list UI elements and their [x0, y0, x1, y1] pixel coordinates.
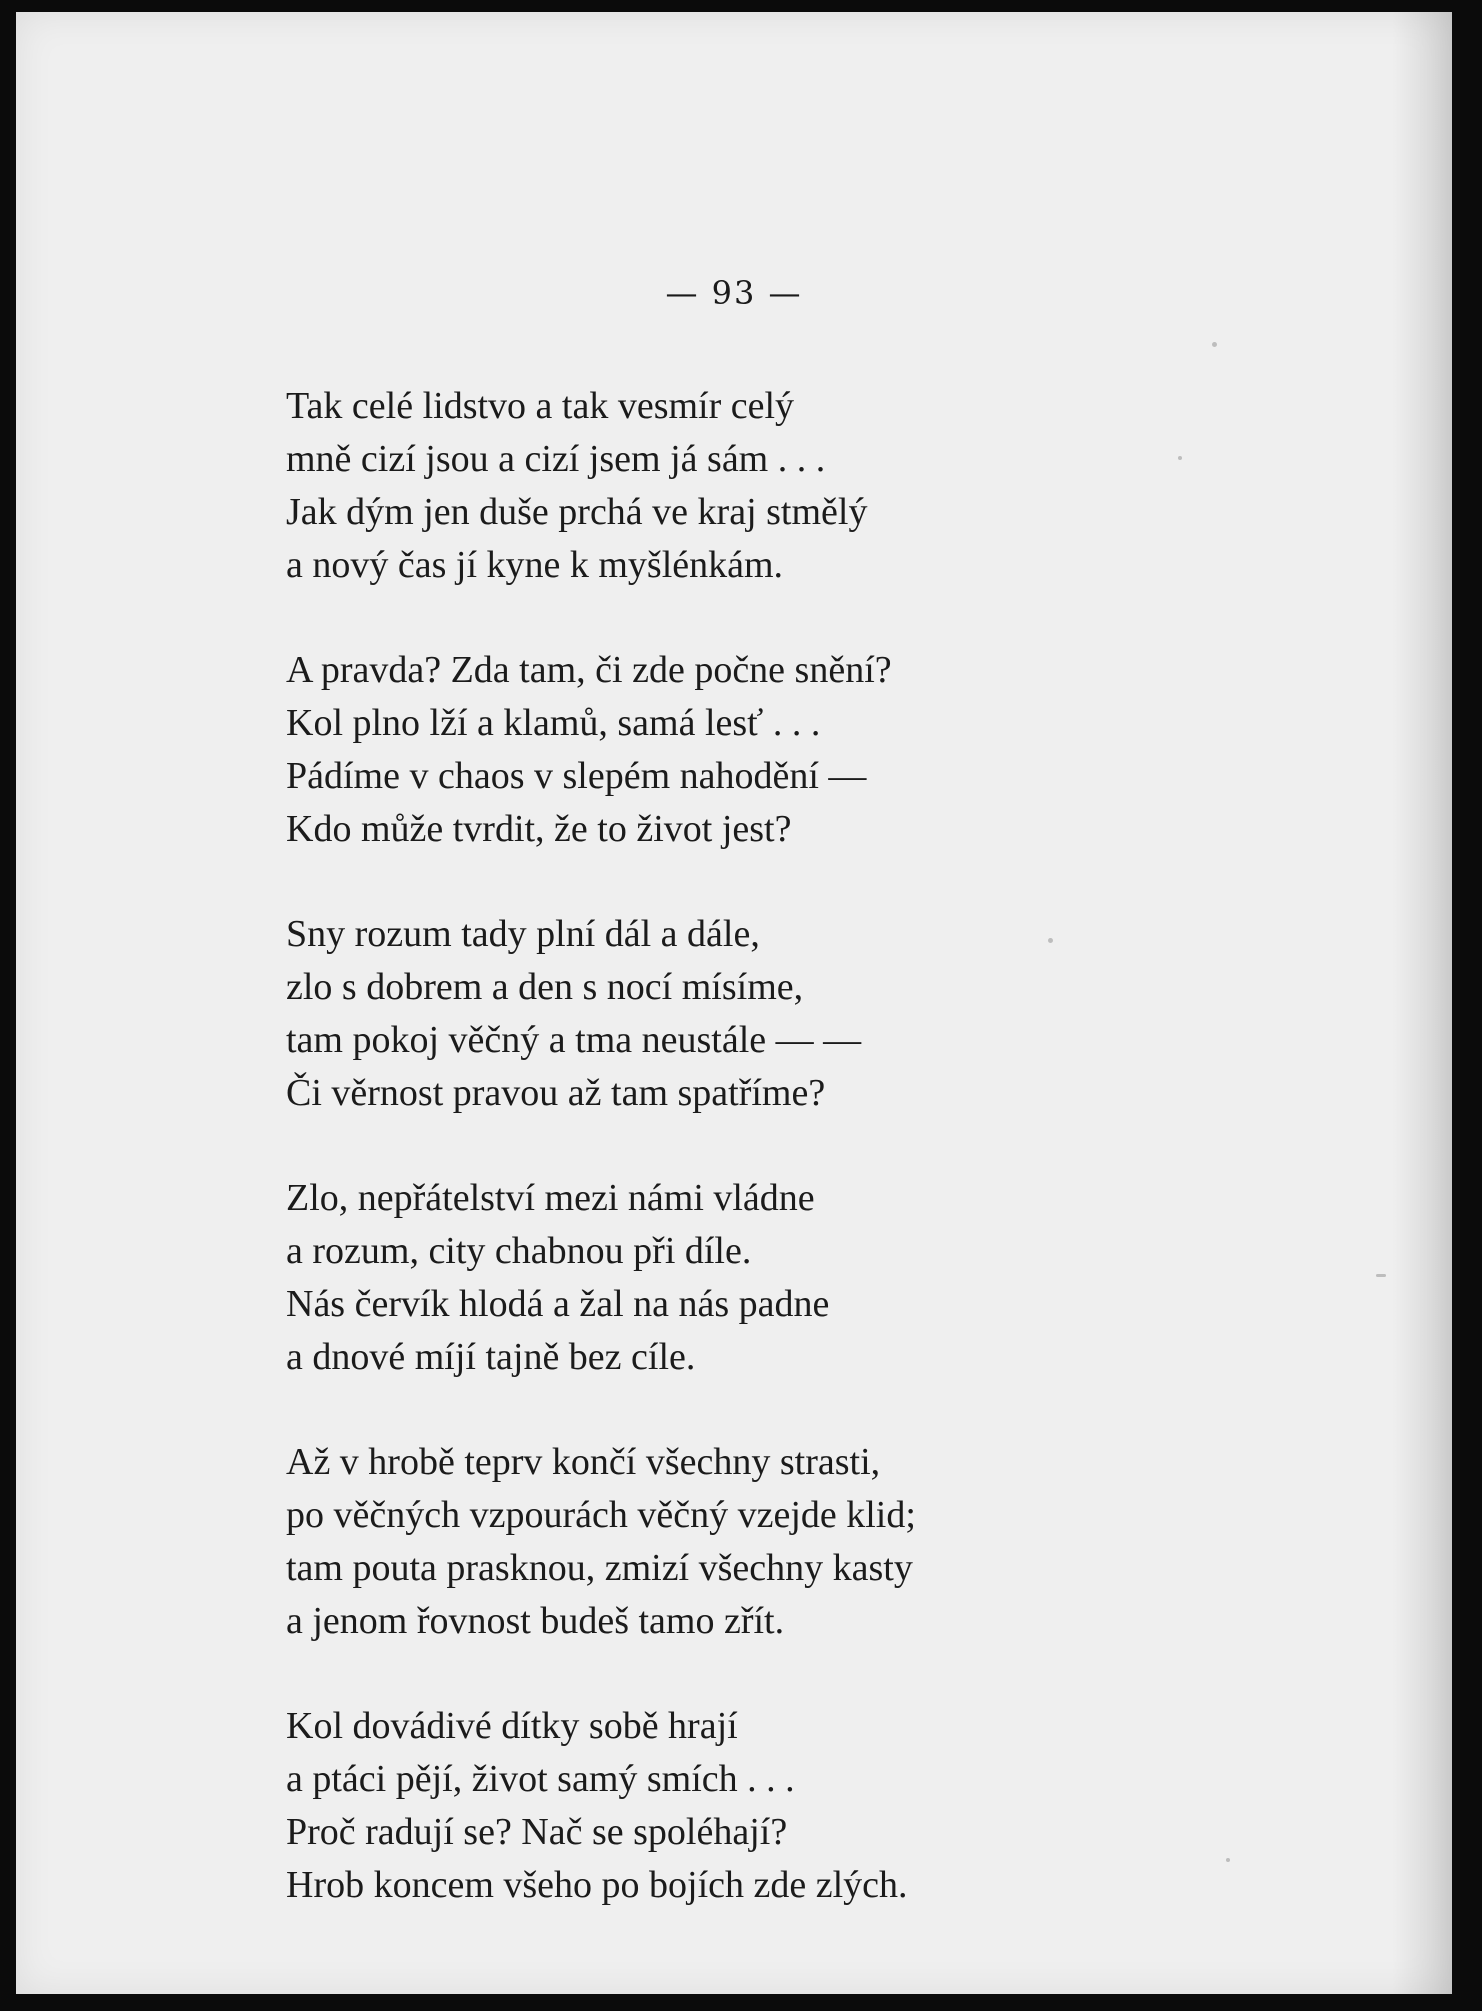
poem-line: a nový čas jí kyne k myšlénkám. — [286, 544, 784, 586]
poem-line: Kol plno lží a klamů, samá lesť . . . — [286, 702, 821, 744]
paper-speck — [1376, 1274, 1386, 1277]
poem — [286, 380, 1166, 1964]
poem-line: Zlo, nepřátelství mezi námi vládne — [286, 1177, 815, 1219]
stanza-5 — [286, 1436, 1166, 1648]
stanza-2 — [286, 644, 1166, 856]
book-page — [16, 12, 1452, 1994]
stanza-6 — [286, 1700, 1166, 1912]
poem-line: Nás červík hlodá a žal na nás padne — [286, 1283, 830, 1325]
poem-line: Sny rozum tady plní dál a dále, — [286, 913, 760, 955]
poem-line: a jenom řovnost budeš tamo zřít. — [286, 1600, 785, 1642]
poem-line: a dnové míjí tajně bez cíle. — [286, 1336, 696, 1378]
poem-line: Pádíme v chaos v slepém nahodění — — [286, 755, 867, 797]
stanza-1 — [286, 380, 1166, 592]
paper-speck — [1212, 342, 1217, 347]
poem-line: Či věrnost pravou až tam spatříme? — [286, 1072, 826, 1114]
poem-line: Kol dovádivé dítky sobě hrají — [286, 1705, 738, 1747]
poem-line: A pravda? Zda tam, či zde počne snění? — [286, 649, 892, 691]
poem-line: Kdo může tvrdit, že to život jest? — [286, 808, 792, 850]
poem-line: zlo s dobrem a den s nocí mísíme, — [286, 966, 804, 1008]
paper-speck — [1048, 938, 1053, 943]
poem-line: po věčných vzpourách věčný vzejde klid; — [286, 1494, 916, 1536]
poem-line: Jak dým jen duše prchá ve kraj stmělý — [286, 491, 868, 533]
poem-line: Tak celé lidstvo a tak vesmír celý — [286, 385, 795, 427]
poem-line: a ptáci pějí, život samý smích . . . — [286, 1758, 795, 1800]
stanza-4 — [286, 1172, 1166, 1384]
poem-line: a rozum, city chabnou při díle. — [286, 1230, 752, 1272]
stanza-3 — [286, 908, 1166, 1120]
poem-line: tam pouta prasknou, zmizí všechny kasty — [286, 1547, 913, 1589]
poem-line: Hrob koncem všeho po bojích zde zlých. — [286, 1864, 908, 1906]
poem-line: Proč radují se? Nač se spoléhají? — [286, 1811, 788, 1853]
paper-speck — [1226, 1858, 1230, 1862]
page-number: — 93 — — [665, 274, 803, 312]
poem-line: Až v hrobě teprv končí všechny strasti, — [286, 1441, 881, 1483]
poem-line: mně cizí jsou a cizí jsem já sám . . . — [286, 438, 826, 480]
paper-speck — [1178, 456, 1182, 460]
poem-line: tam pokoj věčný a tma neustále — — — [286, 1019, 862, 1061]
